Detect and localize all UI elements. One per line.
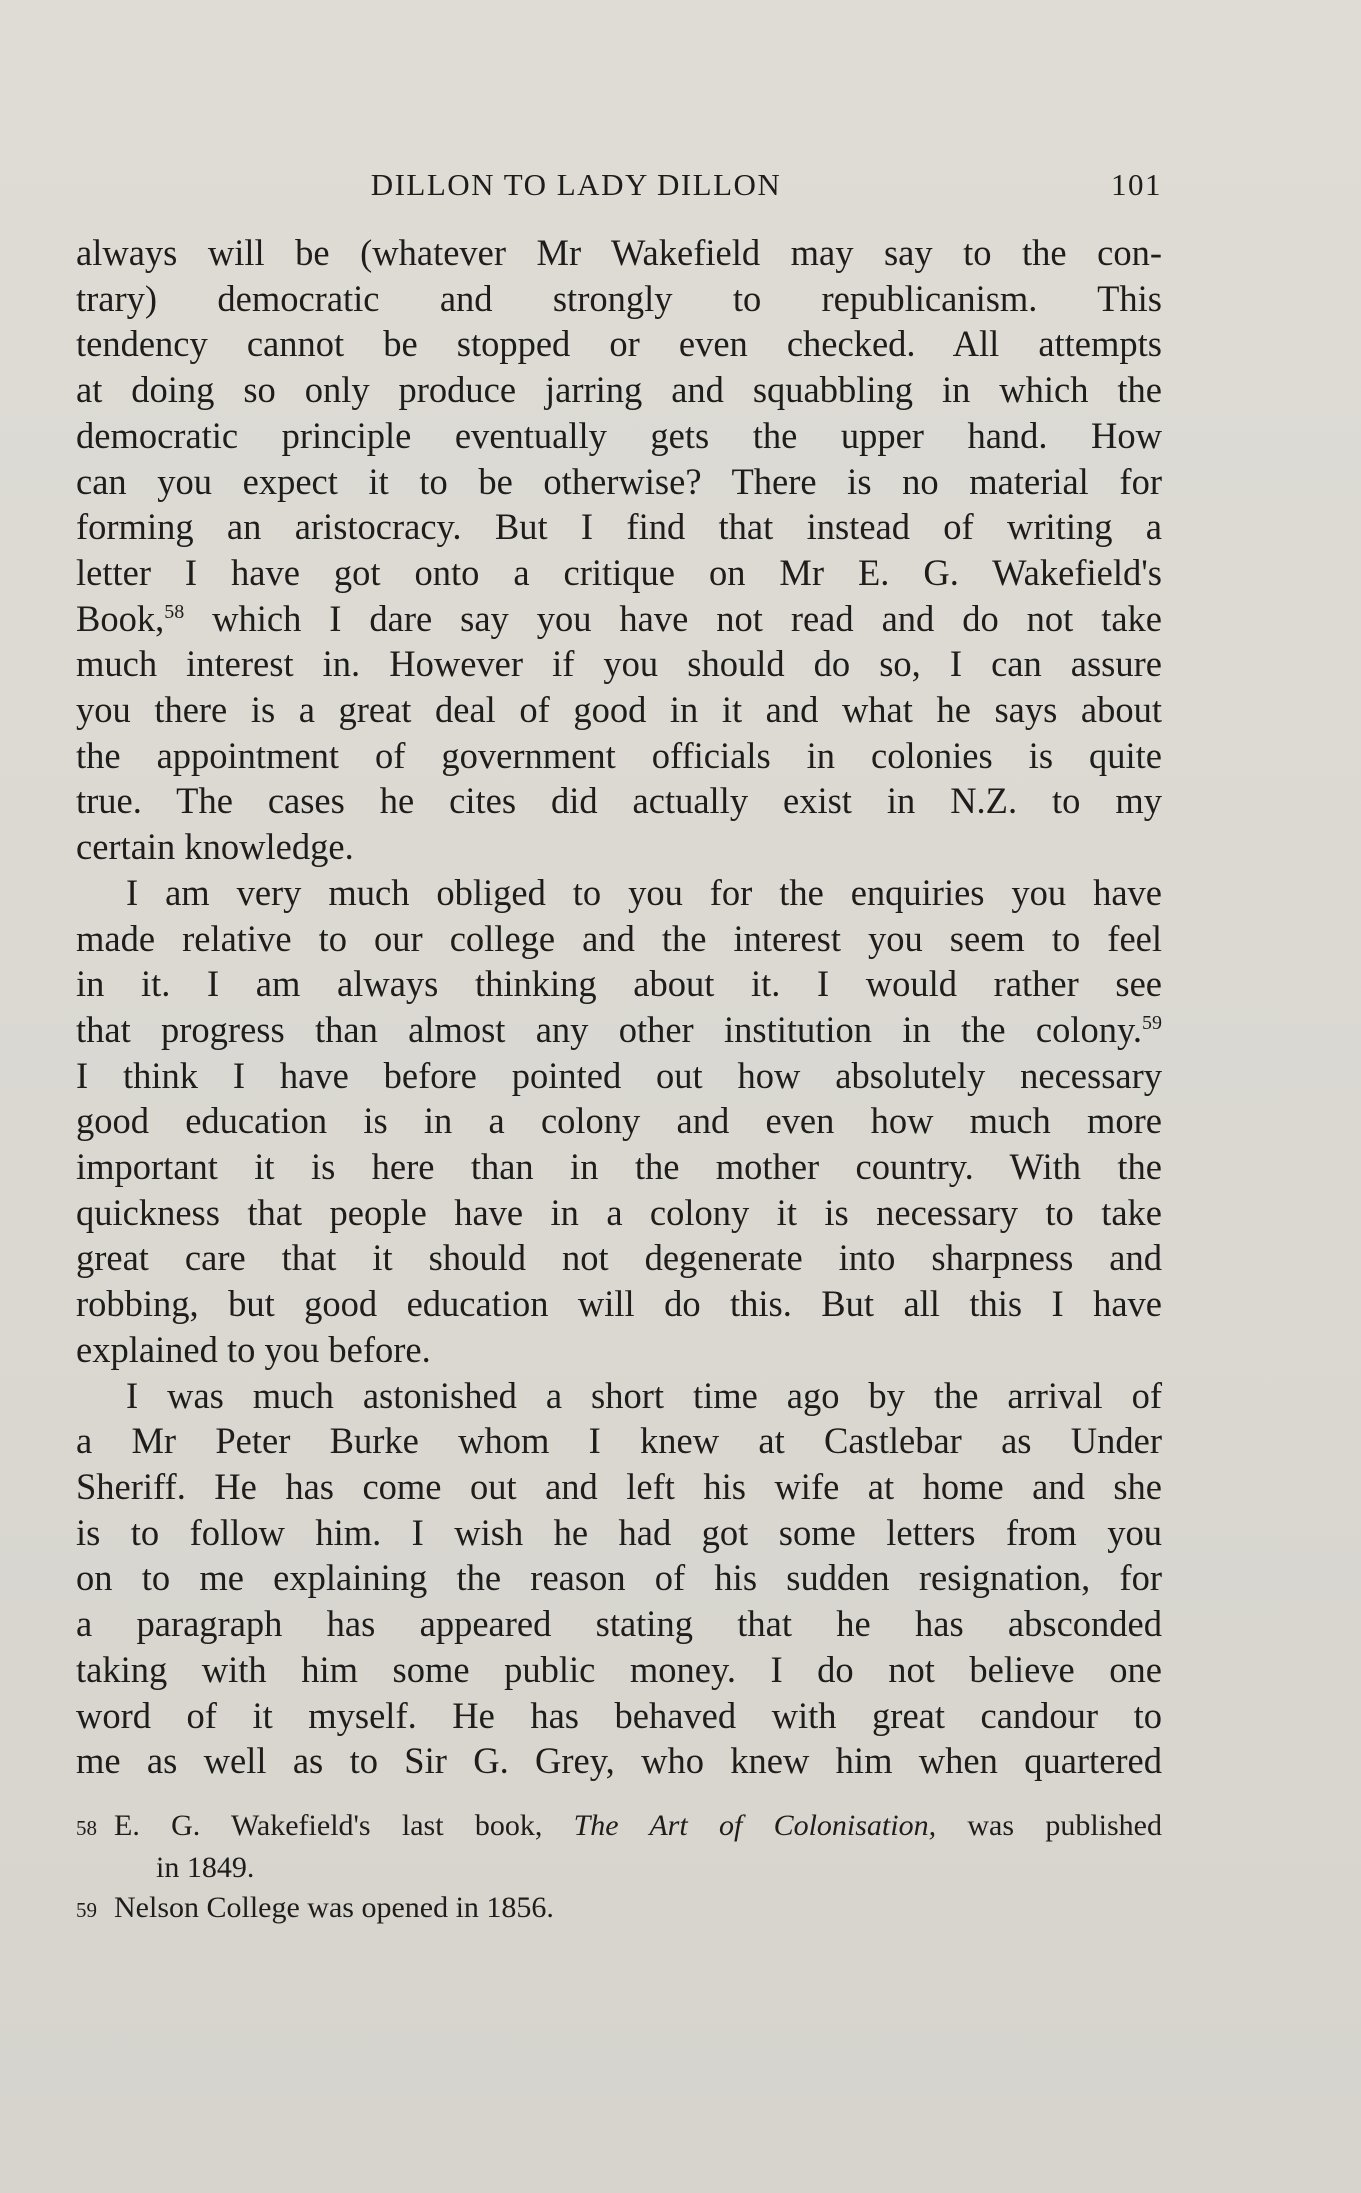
text-line: forming an aristocracy. But I find that instead of writing a xyxy=(76,506,1162,548)
text-line-with-footnote-ref xyxy=(76,596,1162,642)
page-number: 101 xyxy=(1111,167,1162,202)
footnote-ref-59: 59 xyxy=(1142,1011,1162,1034)
body-text xyxy=(76,230,1162,1784)
text-line: at doing so only produce jarring and squabbling in which the xyxy=(76,369,1162,411)
footnote-text-line xyxy=(114,1806,1162,1846)
text-line: taking with him some public money. I do not believe one xyxy=(76,1648,1162,1690)
footnote-58-line-1 xyxy=(76,1806,1162,1848)
text-line: true. The cases he cites did actually exist in N.Z. to my xyxy=(76,780,1162,822)
book-word: Book, xyxy=(76,597,165,639)
footnote-number: 58 xyxy=(76,1816,97,1840)
text-line-with-footnote-ref xyxy=(76,1007,1162,1053)
text-line: robbing, but good education will do this. But all this I have xyxy=(76,1283,1162,1325)
text-line: I was much astonished a short time ago by the arrival of xyxy=(126,1374,1162,1416)
text-line: great care that it should not degenerate into sharpness and xyxy=(76,1237,1162,1279)
text-line: the appointment of government officials in colonies is quite xyxy=(76,734,1162,776)
text-line: certain knowledge. xyxy=(76,826,354,868)
text-fragment: which I dare say you have not read and do not take xyxy=(212,597,1163,639)
paragraph-1 xyxy=(76,230,1162,870)
text-line: good education is in a colony and even how much more xyxy=(76,1100,1162,1142)
footnote-text-after: was published xyxy=(967,1809,1162,1842)
paragraph-3 xyxy=(76,1373,1162,1784)
footnote-text: Nelson College was opened in 1856. xyxy=(114,1891,554,1924)
footnote-book-title: The Art of Colonisation, xyxy=(573,1809,937,1842)
text-line: can you expect it to be otherwise? There is no material for xyxy=(76,460,1162,502)
text-fragment: that progress than almost any other institution in the colony. xyxy=(76,1008,1142,1050)
footnote-number: 59 xyxy=(76,1898,97,1922)
text-line: a paragraph has appeared stating that he has absconded xyxy=(76,1603,1162,1645)
footnote-text-before: E. G. Wakefield's last book, xyxy=(114,1809,543,1842)
text-line: on to me explaining the reason of his sudden resignation, for xyxy=(76,1557,1162,1599)
text-line: me as well as to Sir G. Grey, who knew him when quartered xyxy=(76,1740,1162,1782)
footnote-58 xyxy=(76,1806,1162,1888)
text-line: tendency cannot be stopped or even checked. All attempts xyxy=(76,323,1162,365)
text-line: I am very much obliged to you for the enquiries you have xyxy=(126,871,1162,913)
footnotes xyxy=(76,1806,1162,1930)
footnote-59 xyxy=(76,1888,1162,1930)
text-line: in it. I am always thinking about it. I would rather see xyxy=(76,963,1162,1005)
text-line: democratic principle eventually gets the upper hand. How xyxy=(76,414,1162,456)
running-head xyxy=(76,167,1162,207)
text-line: a Mr Peter Burke whom I knew at Castlebar as Under xyxy=(76,1420,1162,1462)
text-line: word of it myself. He has behaved with great candour to xyxy=(76,1694,1162,1736)
text-line: is to follow him. I wish he had got some letters from you xyxy=(76,1511,1162,1553)
text-line: letter I have got onto a critique on Mr E. G. Wakefield's xyxy=(76,551,1162,593)
text-line: important it is here than in the mother country. With the xyxy=(76,1146,1162,1188)
text-line: Sheriff. He has come out and left his wife at home and she xyxy=(76,1465,1162,1507)
text-line: explained to you before. xyxy=(76,1328,431,1370)
paragraph-2 xyxy=(76,870,1162,1373)
text-line: always will be (whatever Mr Wakefield may say to the con- xyxy=(76,232,1162,273)
text-line: you there is a great deal of good in it and what he says about xyxy=(76,689,1162,731)
text-line: trary) democratic and strongly to republicanism. This xyxy=(76,277,1162,319)
running-title: DILLON TO LADY DILLON xyxy=(370,167,782,202)
text-line: I think I have before pointed out how absolutely necessary xyxy=(76,1054,1162,1096)
text-line: much interest in. However if you should do so, I can assure xyxy=(76,643,1162,685)
footnote-ref-58: 58 xyxy=(164,600,185,623)
text-line: quickness that people have in a colony it is necessary to take xyxy=(76,1191,1162,1233)
footnote-58-line-2: in 1849. xyxy=(156,1851,255,1884)
text-line: made relative to our college and the interest you seem to feel xyxy=(76,917,1162,959)
